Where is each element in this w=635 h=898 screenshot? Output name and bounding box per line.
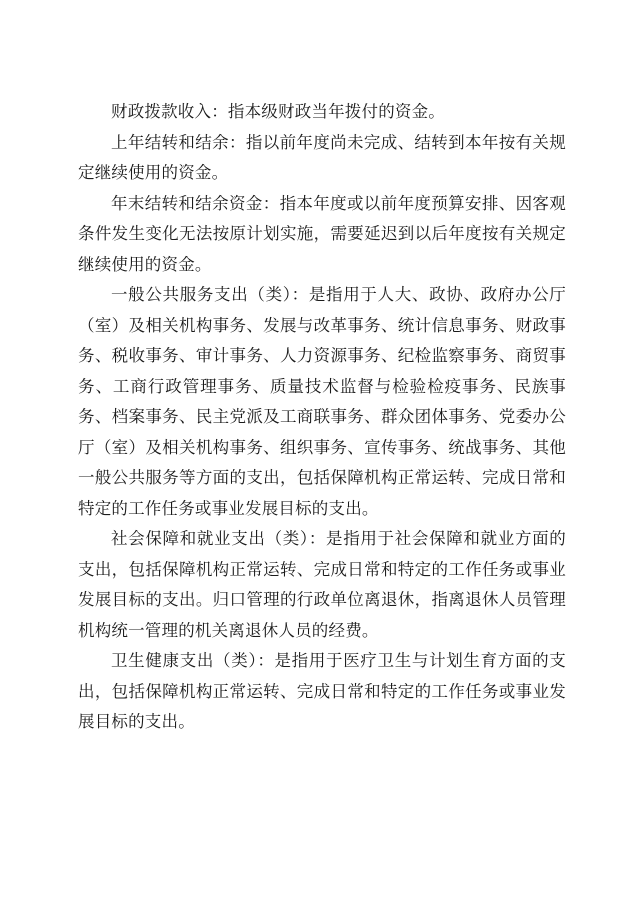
paragraph-general-public-services: 一般公共服务支出（类）：是指用于人大、政协、政府办公厅（室）及相关机构事务、发展与改革事务、统计信息事务、财政事务、税收事务、审计事务、人力资源事务、纪检监察事务、商贸事务、工商行政管理事务、质量技术监督与检验检疫事务、民族事务、档案事务、民主党派及工商联事务、群众团体事务、党委办公厅（室）及相关机构事务、组织事务、宣传事务、统战事务、其他一般公共服务等方面的支出，包括保障机构正常运转、完成日常和特定的工作任务或事业发展目标的支出。 [78, 285, 566, 518]
paragraph-health-expenditure: 卫生健康支出（类）：是指用于医疗卫生与计划生育方面的支出，包括保障机构正常运转、完成日常和特定的工作任务或事业发展目标的支出。 [78, 651, 566, 731]
paragraph-fiscal-appropriation-income: 财政拨款收入：指本级财政当年拨付的资金。 [111, 102, 445, 121]
paragraph-year-end-carryover-funds: 年末结转和结余资金：指本年度或以前年度预算安排、因客观条件发生变化无法按原计划实施，需要延迟到以后年度按有关规定继续使用的资金。 [78, 193, 566, 274]
paragraph-social-security-employment: 社会保障和就业支出（类）：是指用于社会保障和就业方面的支出，包括保障机构正常运转、完成日常和特定的工作任务或事业发展目标的支出。归口管理的行政单位离退休，指离退休人员管理机构统一管理的机关离退休人员的经费。 [78, 529, 566, 640]
document-body [78, 97, 566, 738]
paragraph-prior-year-carryover: 上年结转和结余：指以前年度尚未完成、结转到本年按有关规定继续使用的资金。 [78, 132, 566, 182]
